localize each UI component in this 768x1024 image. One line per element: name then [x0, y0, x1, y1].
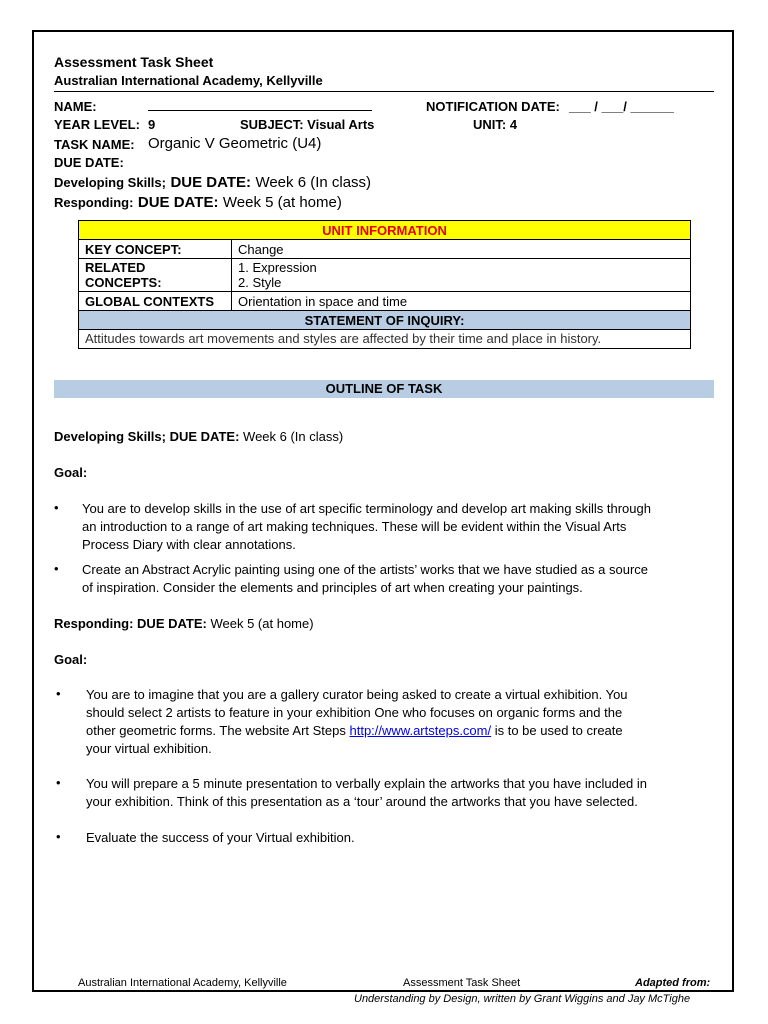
footer-adapted-from: Adapted from: — [635, 977, 711, 989]
statement-of-inquiry-text: Attitudes towards art movements and styles are affected by their time and place in history. — [79, 330, 691, 349]
dev-heading-label: Developing Skills; DUE DATE: — [54, 429, 240, 444]
resp-bullet-1-text: other geometric forms. The website Art Steps — [86, 723, 350, 738]
dev-heading-due: Week 6 (In class) — [243, 429, 344, 444]
responding-line — [54, 194, 342, 212]
resp-heading-label: Responding: DUE DATE: — [54, 616, 207, 631]
related-concept-2: 2. Style — [238, 275, 282, 290]
global-contexts-label: GLOBAL CONTEXTS — [79, 292, 232, 311]
footer-school: Australian International Academy, Kellyville — [78, 977, 287, 989]
dev-bullet-1-line-2: an introduction to a range of art making techniques. These will be evident within the Visual Arts — [82, 519, 627, 534]
school-name: Australian International Academy, Kellyville — [54, 73, 323, 88]
dev-bullet-2-line-2: of inspiration. Consider the elements and principles of art when creating your paintings. — [82, 580, 583, 595]
dev-bullet-1 — [82, 500, 651, 554]
name-label: NAME: — [54, 99, 97, 114]
related-concepts-label: RELATED CONCEPTS: — [79, 259, 232, 292]
dev-bullet-1-line-3: Process Diary with clear annotations. — [82, 537, 296, 552]
bullet-dot: • — [56, 829, 61, 844]
developing-due-label: DUE DATE: — [170, 174, 251, 191]
bullet-dot: • — [56, 775, 61, 790]
statement-of-inquiry-heading: STATEMENT OF INQUIRY: — [79, 311, 691, 330]
responding-due-value: Week 5 (at home) — [222, 194, 342, 211]
resp-heading-due: Week 5 (at home) — [210, 616, 314, 631]
document-title: Assessment Task Sheet — [54, 54, 214, 70]
task-name-value: Organic V Geometric (U4) — [148, 135, 322, 152]
task-name-label: TASK NAME: — [54, 137, 135, 152]
resp-bullet-2 — [86, 775, 647, 811]
resp-bullet-3: Evaluate the success of your Virtual exhibition. — [86, 830, 355, 845]
dev-bullet-1-line-1: You are to develop skills in the use of art specific terminology and develop art making skills through — [82, 501, 651, 516]
responding-section-heading — [54, 615, 314, 633]
footer-credit: Understanding by Design, written by Grant Wiggins and Jay McTighe — [354, 993, 691, 1005]
resp-bullet-1-line-4: your virtual exhibition. — [86, 741, 212, 756]
global-contexts-value: Orientation in space and time — [232, 292, 691, 311]
bullet-dot: • — [56, 686, 61, 701]
artsteps-link[interactable]: http://www.artsteps.com/ — [349, 723, 492, 738]
resp-bullet-2-line-1: You will prepare a 5 minute presentation to verbally explain the artworks that you have included in — [86, 776, 648, 791]
key-concept-value: Change — [232, 240, 691, 259]
header-divider — [54, 91, 714, 92]
notification-date-label: NOTIFICATION DATE: — [426, 99, 560, 114]
resp-bullet-1-text-after: is to be used to create — [491, 723, 623, 738]
unit-information-table — [78, 220, 691, 349]
resp-bullet-1 — [86, 686, 628, 758]
responding-due-label: DUE DATE: — [137, 194, 219, 211]
year-level-label: YEAR LEVEL: — [54, 117, 140, 132]
developing-skills-line — [54, 174, 371, 192]
subject-label: SUBJECT: Visual Arts — [240, 117, 375, 132]
bullet-dot: • — [54, 561, 59, 576]
resp-bullet-1-line-1: You are to imagine that you are a gallery curator being asked to create a virtual exhibition. You — [86, 687, 628, 702]
year-level-value: 9 — [148, 117, 156, 132]
bullet-dot: • — [54, 500, 59, 515]
due-date-label: DUE DATE: — [54, 155, 124, 170]
unit-label: UNIT: 4 — [473, 117, 518, 132]
name-blank-line[interactable] — [148, 100, 372, 111]
goal-label-developing: Goal: — [54, 465, 88, 480]
developing-skills-label: Developing Skills; — [54, 175, 166, 190]
responding-label: Responding: — [54, 195, 134, 210]
resp-bullet-1-line-2: should select 2 artists to feature in your exhibition One who focuses on organic forms and the — [86, 705, 623, 720]
goal-label-responding: Goal: — [54, 652, 88, 667]
resp-bullet-1-line-3 — [86, 722, 628, 740]
resp-bullet-2-line-2: your exhibition. Think of this presentation as a ‘tour’ around the artworks that you have selected. — [86, 794, 638, 809]
notification-date-value: ___ / ___/ ______ — [569, 99, 674, 114]
developing-due-value: Week 6 (In class) — [255, 174, 372, 191]
related-concepts-value — [232, 259, 691, 292]
key-concept-label: KEY CONCEPT: — [79, 240, 232, 259]
footer-doc-title: Assessment Task Sheet — [403, 977, 521, 989]
outline-of-task-heading: OUTLINE OF TASK — [54, 380, 714, 398]
dev-bullet-2 — [82, 561, 648, 597]
unit-information-heading: UNIT INFORMATION — [79, 221, 691, 240]
related-concept-1: 1. Expression — [238, 260, 317, 275]
dev-bullet-2-line-1: Create an Abstract Acrylic painting using one of the artists’ works that we have studied as a source — [82, 562, 649, 577]
developing-skills-section-heading — [54, 428, 343, 446]
